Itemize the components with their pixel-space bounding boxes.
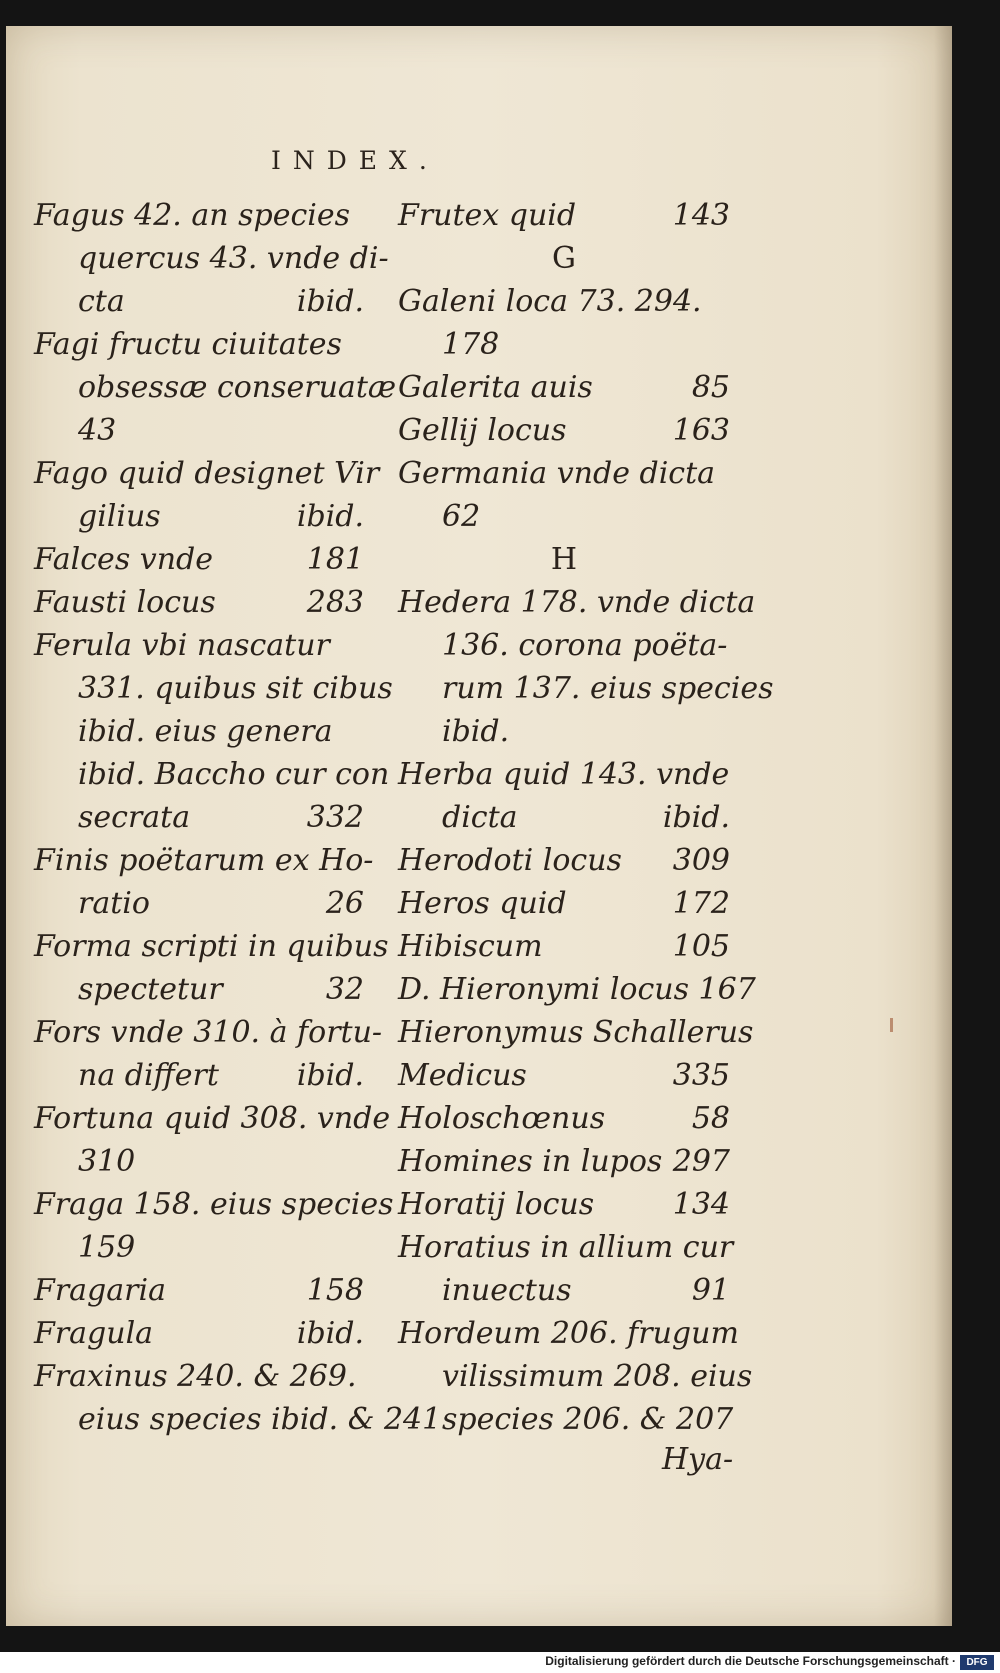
index-entry-text: Falces vnde (34, 542, 213, 577)
index-line (398, 710, 730, 753)
index-entry-text: vilissimum 208. eius (442, 1359, 753, 1394)
index-page-ref: 58 (691, 1101, 730, 1136)
index-entry-text: 62 (442, 499, 481, 534)
index-line (398, 882, 730, 925)
index-line (398, 667, 774, 710)
index-entry-text: Finis poëtarum ex Ho- (34, 843, 374, 878)
index-entry-text: Fraxinus 240. & 269. (34, 1359, 357, 1394)
index-line (398, 237, 730, 280)
index-entry-text: eius species ibid. & 241 (78, 1402, 442, 1437)
index-line (34, 366, 397, 409)
index-entry-text: Heros quid (398, 886, 567, 921)
index-page-ref: ibid. (296, 499, 364, 534)
index-line (398, 1097, 730, 1140)
index-entry-text: secrata (78, 800, 191, 835)
index-entry-text: Hedera 178. vnde dicta (398, 585, 756, 620)
index-line (34, 194, 364, 237)
dfg-logo-icon: DFG (960, 1655, 994, 1670)
index-entry-text: Germania vnde dicta (398, 456, 716, 491)
index-line (398, 1269, 730, 1312)
index-entry-text: ratio (78, 886, 150, 921)
index-entry-text: Fors vnde 310. à fortu- (34, 1015, 383, 1050)
index-entry-text: Fagus 42. an species (34, 198, 351, 233)
index-line (34, 1054, 364, 1097)
index-line (34, 1011, 383, 1054)
index-entry-text: Medicus (398, 1058, 527, 1093)
index-line (398, 1183, 730, 1226)
index-entry-text: 310 (78, 1144, 136, 1179)
index-entry-text: Fraga 158. eius species (34, 1187, 394, 1222)
index-line (398, 194, 730, 237)
index-entry-text: D. Hieronymi locus 167 (398, 972, 756, 1007)
index-page-ref: 332 (306, 800, 364, 835)
index-line (398, 1398, 734, 1441)
index-page-ref: 297 (672, 1144, 730, 1179)
index-line (34, 624, 364, 667)
index-page-ref: 158 (306, 1273, 364, 1308)
index-line (398, 624, 730, 667)
index-page-ref: 26 (325, 886, 364, 921)
index-entry-text: G (552, 241, 576, 276)
index-entry-text: cta (78, 284, 125, 319)
index-line (34, 667, 393, 710)
index-entry-text: quercus 43. vnde di- (78, 241, 389, 276)
index-page-ref: 335 (672, 1058, 730, 1093)
index-page-ref: ibid. (296, 1058, 364, 1093)
index-entry-text: Hieronymus Schallerus (398, 1015, 754, 1050)
index-entry-text: 331. quibus sit cibus (78, 671, 393, 706)
index-entry-text: 136. corona poëta- (442, 628, 728, 663)
index-page-ref: ibid. (296, 1316, 364, 1351)
index-line (34, 1269, 364, 1312)
index-entry-text: Forma scripti in quibus (34, 929, 389, 964)
index-entry-text: Herodoti locus (398, 843, 622, 878)
index-entry-text: dicta (442, 800, 518, 835)
index-line (398, 1011, 754, 1054)
index-line (34, 452, 380, 495)
index-line (398, 1140, 730, 1183)
index-line (34, 1355, 364, 1398)
index-entry-text: Galeni loca 73. 294. (398, 284, 702, 319)
index-line (34, 1140, 364, 1183)
index-entry-text: Hibiscum (398, 929, 543, 964)
index-page-ref: ibid. (662, 800, 730, 835)
index-entry-text: ibid. eius genera (78, 714, 333, 749)
index-line (398, 538, 730, 581)
index-page-ref: 181 (306, 542, 364, 577)
index-line (398, 495, 730, 538)
index-line (398, 1312, 739, 1355)
index-entry-text: Ferula vbi nascatur (34, 628, 330, 663)
index-page-ref: 32 (325, 972, 364, 1007)
index-line (398, 1054, 730, 1097)
index-entry-text: inuectus (442, 1273, 572, 1308)
index-page-ref: 143 (672, 198, 730, 233)
index-column-left (34, 194, 442, 1441)
index-entry-text: Fausti locus (34, 585, 216, 620)
index-line (398, 968, 756, 1011)
index-entry-text: Fragula (34, 1316, 154, 1351)
index-entry-text: Fagi fructu ciuitates (34, 327, 342, 362)
index-line (34, 495, 364, 538)
index-column-right (398, 194, 774, 1441)
book-page (6, 26, 952, 1626)
index-entry-text: gilius (78, 499, 161, 534)
index-entry-text: ibid. Baccho cur con (78, 757, 390, 792)
index-line (34, 796, 364, 839)
index-entry-text: species 206. & 207 (442, 1402, 734, 1437)
digitization-footer (0, 1652, 1000, 1673)
index-line (34, 538, 364, 581)
index-line (34, 839, 374, 882)
index-line (34, 1398, 442, 1441)
index-line (34, 753, 390, 796)
index-page-ref: 163 (672, 413, 730, 448)
index-line (398, 796, 730, 839)
index-entry-text: obsessæ conseruatæ (78, 370, 397, 405)
index-page-ref: 309 (672, 843, 730, 878)
index-line (398, 581, 756, 624)
index-entry-text: 178 (442, 327, 500, 362)
page-header: INDEX. (271, 146, 439, 175)
index-line (398, 1355, 753, 1398)
index-entry-text: Gellij locus (398, 413, 567, 448)
index-line (34, 409, 364, 452)
index-page-ref: ibid. (296, 284, 364, 319)
index-line (34, 280, 364, 323)
index-entry-text: Galerita auis (398, 370, 593, 405)
index-page-ref: 172 (672, 886, 730, 921)
index-page-ref: 134 (672, 1187, 730, 1222)
index-page-ref: 91 (691, 1273, 730, 1308)
index-line (398, 1226, 734, 1269)
index-entry-text: Horatij locus (398, 1187, 595, 1222)
index-line (34, 968, 364, 1011)
index-page-ref: 85 (691, 370, 730, 405)
index-line (34, 710, 364, 753)
index-line (398, 452, 730, 495)
index-entry-text: Horatius in allium cur (398, 1230, 734, 1265)
index-entry-text: Fortuna quid 308. vnde (34, 1101, 391, 1136)
index-entry-text: Herba quid 143. vnde (398, 757, 730, 792)
catchword: Hya- (662, 1442, 734, 1477)
page-edge-shadow (934, 26, 952, 1626)
index-line (398, 280, 730, 323)
index-entry-text: Frutex quid (398, 198, 577, 233)
index-entry-text: spectetur (78, 972, 223, 1007)
index-entry-text: Holoschœnus (398, 1101, 606, 1136)
index-line (34, 1226, 364, 1269)
index-line (34, 1097, 391, 1140)
index-line (34, 925, 389, 968)
index-entry-text: H (550, 542, 578, 577)
index-entry-text: ibid. (442, 714, 510, 749)
index-page-ref: 105 (672, 929, 730, 964)
index-line (398, 839, 730, 882)
index-entry-text: Homines in lupos (398, 1144, 663, 1179)
index-entry-text: rum 137. eius species (442, 671, 774, 706)
index-line (34, 1183, 394, 1226)
index-line (34, 1312, 364, 1355)
ink-smudge (890, 1018, 893, 1032)
index-line (398, 409, 730, 452)
index-line (398, 323, 730, 366)
index-line (34, 581, 364, 624)
index-page-ref: 283 (306, 585, 364, 620)
index-line (34, 323, 364, 366)
index-line (34, 882, 364, 925)
index-entry-text: 43 (78, 413, 117, 448)
index-entry-text: Fragaria (34, 1273, 166, 1308)
footer-credit: Digitalisierung gefördert durch die Deutsche Forschungsgemeinschaft · (545, 1654, 956, 1668)
index-entry-text: 159 (78, 1230, 136, 1265)
index-line (398, 366, 730, 409)
index-entry-text: Fago quid designet Vir (34, 456, 380, 491)
index-line (34, 237, 389, 280)
index-line (398, 925, 730, 968)
index-line (398, 753, 730, 796)
index-entry-text: Hordeum 206. frugum (398, 1316, 739, 1351)
index-entry-text: na differt (78, 1058, 219, 1093)
